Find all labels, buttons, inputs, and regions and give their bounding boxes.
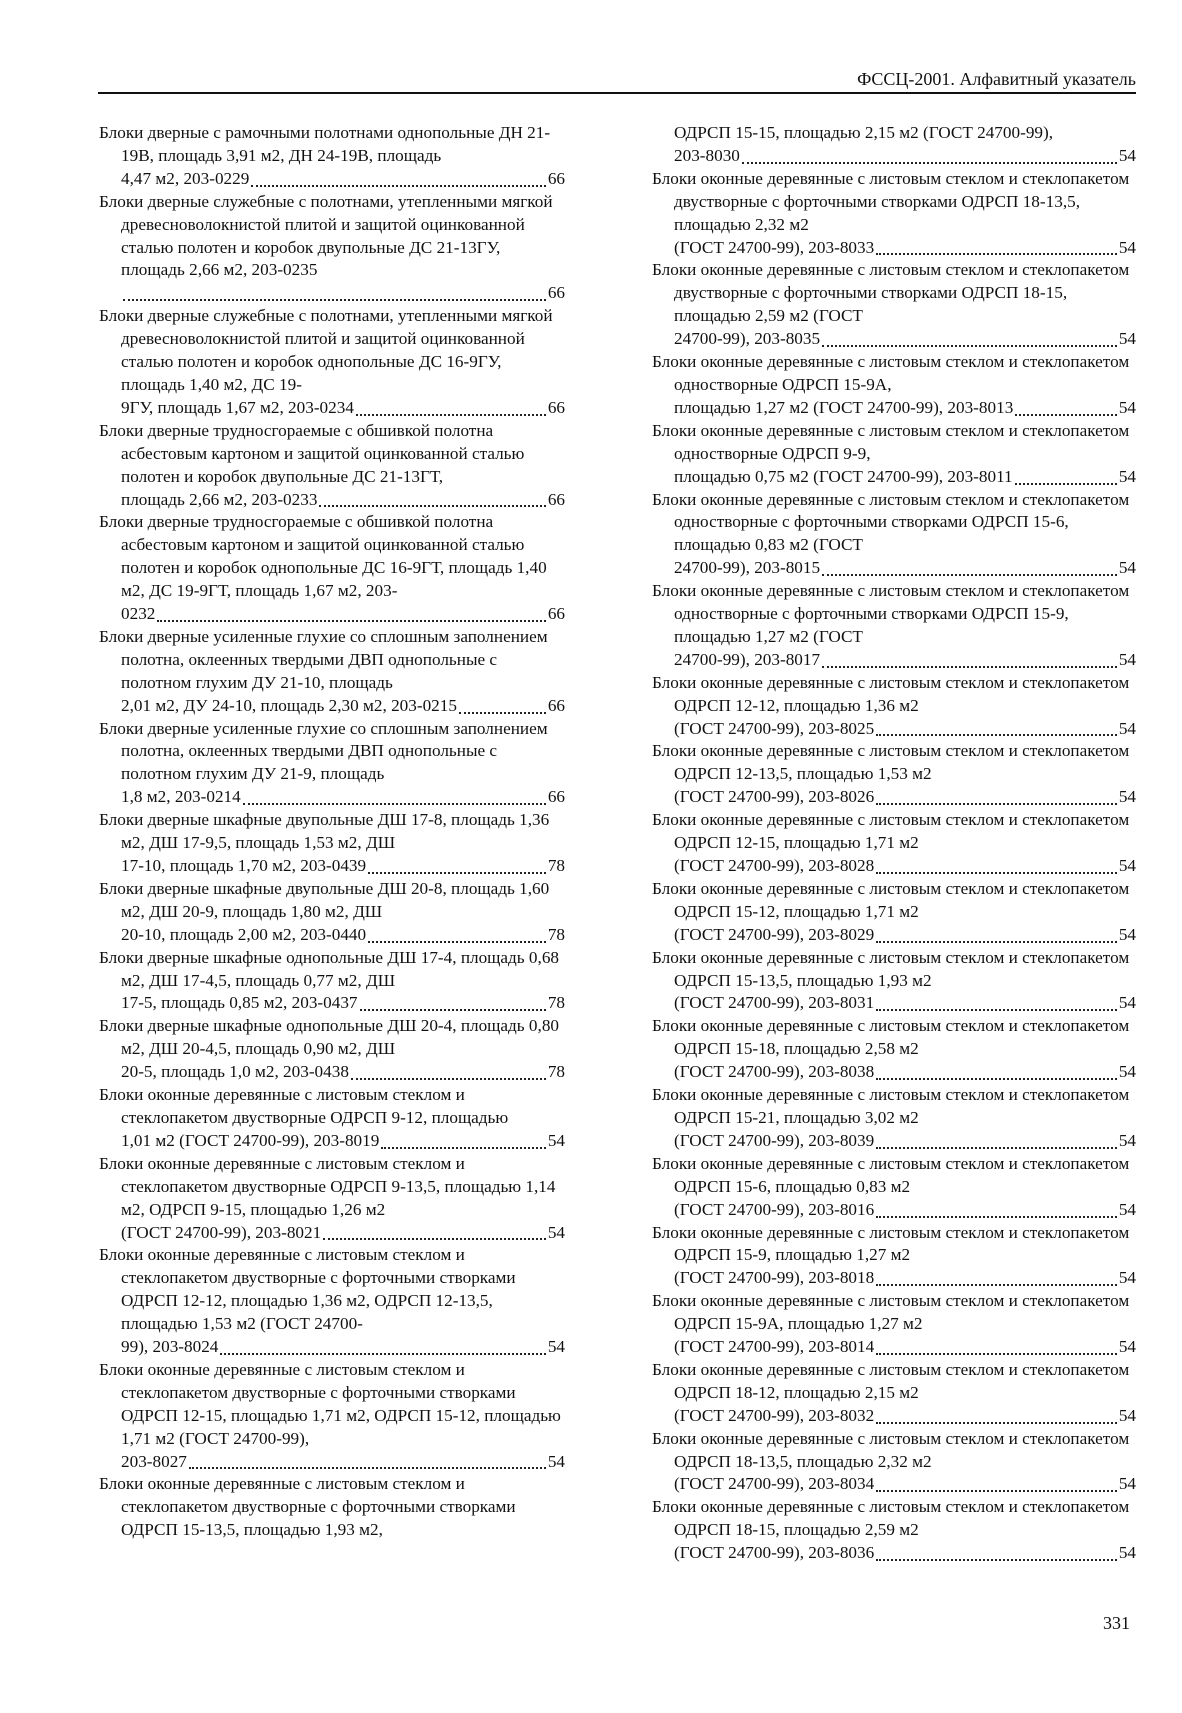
dot-leader xyxy=(319,504,545,507)
index-entry xyxy=(99,1473,565,1542)
entry-tail: 1,8 м2, 203-0214 xyxy=(121,787,241,807)
page-ref: 54 xyxy=(1118,856,1136,875)
dot-leader xyxy=(876,1077,1117,1080)
dot-leader xyxy=(822,665,1117,668)
entry-tail: 4,47 м2, 203-0229 xyxy=(121,168,250,188)
index-entry xyxy=(99,809,565,878)
page-ref: 66 xyxy=(547,695,565,715)
index-entry xyxy=(99,1153,565,1245)
page-ref: 54 xyxy=(547,1451,565,1471)
entry-tail: 203-8030 xyxy=(674,145,740,165)
page-ref: 54 xyxy=(1118,718,1136,738)
dot-leader xyxy=(1015,413,1117,416)
entry-text: Блоки оконные деревянные с листовым стеклом и стеклопакетом одностворные с форточными створками ОДРСП 15-6, площадью 0,83 м2 (ГОСТ xyxy=(652,489,1130,555)
page-ref: 54 xyxy=(1118,1199,1136,1219)
dot-leader xyxy=(323,1237,546,1240)
dot-leader xyxy=(822,573,1117,576)
entry-text: Блоки оконные деревянные с листовым стеклом и стеклопакетом двустворные с форточными створками ОДРСП 15-13,5, площадью 1,93 м2, xyxy=(99,1474,516,1540)
index-column-right xyxy=(652,122,1136,1565)
entry-tail: (ГОСТ 24700-99), 203-8014 xyxy=(674,1337,875,1357)
page-ref: 54 xyxy=(547,1130,565,1150)
page-number: 331 xyxy=(1103,1613,1130,1633)
page-ref: 54 xyxy=(1118,145,1136,165)
index-entry xyxy=(652,878,1136,947)
page-ref: 54 xyxy=(547,1222,565,1242)
entry-text: Блоки оконные деревянные с листовым стеклом и стеклопакетом ОДРСП 15-21, площадью 3,02 м2 xyxy=(652,1085,1130,1127)
entry-tail: (ГОСТ 24700-99), 203-8038 xyxy=(674,1062,875,1082)
index-entry xyxy=(652,489,1136,581)
entry-tail: 203-8027 xyxy=(121,1451,187,1471)
entry-text: Блоки оконные деревянные с листовым стеклом и стеклопакетом ОДРСП 12-15, площадью 1,71 м2 xyxy=(652,810,1130,853)
entry-text: Блоки оконные деревянные с листовым стеклом и стеклопакетом ОДРСП 15-12, площадью 1,71 м2 xyxy=(652,878,1130,921)
page-ref: 54 xyxy=(547,1337,565,1357)
page-ref: 54 xyxy=(1118,649,1136,669)
entry-text: Блоки дверные с рамочными полотнами однопольные ДН 21-19В, площадь 3,91 м2, ДН 24-19В, площадь xyxy=(99,123,551,165)
entry-tail: 17-5, площадь 0,85 м2, 203-0437 xyxy=(121,993,358,1013)
entry-text: Блоки оконные деревянные с листовым стеклом и стеклопакетом одностворные с форточными створками ОДРСП 15-9, площадью 1,27 м2 (ГОСТ xyxy=(652,581,1130,646)
dot-leader xyxy=(243,802,546,805)
dot-leader xyxy=(123,298,546,301)
entry-tail: (ГОСТ 24700-99), 203-8034 xyxy=(674,1474,875,1494)
dot-leader xyxy=(381,1146,545,1149)
page-ref: 54 xyxy=(1118,558,1136,578)
index-entry xyxy=(652,809,1136,878)
index-entry xyxy=(99,511,565,626)
index-column-left xyxy=(99,122,565,1542)
entry-text: Блоки оконные деревянные с листовым стеклом и стеклопакетом ОДРСП 15-9А, площадью 1,27 м2 xyxy=(652,1291,1130,1334)
entry-text: Блоки оконные деревянные с листовым стеклом и стеклопакетом ОДРСП 15-6, площадью 0,83 м2 xyxy=(652,1153,1130,1196)
page-ref: 54 xyxy=(1118,787,1136,807)
dot-leader xyxy=(876,1489,1117,1492)
page-ref: 66 xyxy=(547,489,565,509)
entry-tail: площадью 0,75 м2 (ГОСТ 24700-99), 203-8011 xyxy=(674,466,1013,486)
entry-text: Блоки дверные шкафные однопольные ДШ 20-4, площадь 0,80 м2, ДШ 20-4,5, площадь 0,90 м2, ДШ xyxy=(99,1016,560,1059)
page-ref: 54 xyxy=(1118,1130,1136,1150)
entry-text: Блоки оконные деревянные с листовым стеклом и стеклопакетом двустворные с форточными створками ОДРСП 12-15, площадью 1,71 м2, ОДРСП 15-12, площадью 1,71 м2 (ГОСТ 24700-99), xyxy=(99,1359,561,1448)
dot-leader xyxy=(189,1466,546,1469)
entry-text: Блоки оконные деревянные с листовым стеклом и стеклопакетом ОДРСП 18-15, площадью 2,59 м2 xyxy=(652,1497,1130,1540)
entry-tail: 99), 203-8024 xyxy=(121,1337,219,1357)
index-entry xyxy=(99,1084,565,1153)
page-ref: 54 xyxy=(1118,1268,1136,1288)
entry-tail: 17-10, площадь 1,70 м2, 203-0439 xyxy=(121,856,367,875)
page-ref: 54 xyxy=(1118,1062,1136,1082)
dot-leader xyxy=(876,1558,1117,1561)
page-ref: 54 xyxy=(1118,1337,1136,1357)
entry-tail: 24700-99), 203-8015 xyxy=(674,558,821,578)
index-entry xyxy=(652,947,1136,1016)
entry-text: Блоки дверные служебные с полотнами, утепленными мягкой древесноволокнистой плитой и защитой оцинкованной сталью полотен и коробок однопольные ДС 16-9ГУ, площадь 1,40 м2, ДС 19- xyxy=(99,306,553,394)
entry-tail: (ГОСТ 24700-99), 203-8016 xyxy=(674,1199,875,1219)
index-entry xyxy=(652,420,1136,489)
entry-tail: (ГОСТ 24700-99), 203-8021 xyxy=(121,1222,322,1242)
index-entry xyxy=(652,1153,1136,1222)
index-entry xyxy=(99,1244,565,1359)
entry-text: Блоки оконные деревянные с листовым стеклом и стеклопакетом ОДРСП 15-18, площадью 2,58 м2 xyxy=(652,1016,1130,1059)
index-entry xyxy=(652,259,1136,351)
entry-tail: площадь 2,66 м2, 203-0233 xyxy=(121,489,318,509)
index-entry xyxy=(652,1290,1136,1359)
page-ref: 54 xyxy=(1118,1474,1136,1494)
page-ref: 54 xyxy=(1118,1405,1136,1425)
dot-leader xyxy=(822,344,1117,347)
entry-tail: 20-5, площадь 1,0 м2, 203-0438 xyxy=(121,1062,349,1082)
entry-text: Блоки дверные служебные с полотнами, утепленными мягкой древесноволокнистой плитой и защитой оцинкованной сталью полотен и коробок двупольные ДС 21-13ГУ, площадь 2,66 м2, 203-0235 xyxy=(99,191,553,280)
dot-leader xyxy=(876,940,1117,943)
page-ref: 54 xyxy=(1118,237,1136,257)
dot-leader xyxy=(876,802,1117,805)
entry-text: Блоки дверные усиленные глухие со сплошным заполнением полотна, оклеенных твердыми ДВП однопольные с полотном глухим ДУ 21-10, площадь xyxy=(99,626,548,692)
dot-leader xyxy=(459,711,546,714)
entry-text: Блоки оконные деревянные с листовым стеклом и стеклопакетом двустворные с форточными створками ОДРСП 18-15, площадью 2,59 м2 (ГОСТ xyxy=(652,260,1130,326)
header-title: ФССЦ-2001. Алфавитный указатель xyxy=(857,69,1136,89)
dot-leader xyxy=(876,1421,1117,1424)
page-ref: 54 xyxy=(1118,924,1136,944)
index-entry xyxy=(652,580,1136,672)
index-entry xyxy=(652,1015,1136,1084)
page-header xyxy=(98,68,1136,94)
entry-tail: 24700-99), 203-8017 xyxy=(674,649,821,669)
entry-tail: (ГОСТ 24700-99), 203-8029 xyxy=(674,924,875,944)
page-ref: 54 xyxy=(1118,1543,1136,1563)
page-ref: 54 xyxy=(1118,466,1136,486)
index-entry xyxy=(652,168,1136,260)
dot-leader xyxy=(876,1008,1117,1011)
dot-leader xyxy=(876,1146,1117,1149)
entry-tail: (ГОСТ 24700-99), 203-8032 xyxy=(674,1405,875,1425)
entry-text: Блоки оконные деревянные с листовым стеклом и стеклопакетом двустворные ОДРСП 9-12, площадью xyxy=(99,1085,509,1127)
index-entry xyxy=(99,626,565,718)
dot-leader xyxy=(157,619,545,622)
entry-tail: площадью 1,27 м2 (ГОСТ 24700-99), 203-8013 xyxy=(674,397,1014,417)
page-ref: 66 xyxy=(547,397,565,417)
page-ref: 78 xyxy=(547,856,565,875)
index-entry xyxy=(652,672,1136,741)
index-entry xyxy=(652,1222,1136,1291)
index-entry xyxy=(652,740,1136,809)
entry-tail: (ГОСТ 24700-99), 203-8025 xyxy=(674,718,875,738)
index-entry xyxy=(99,420,565,512)
entry-text: Блоки дверные шкафные двупольные ДШ 17-8, площадь 1,36 м2, ДШ 17-9,5, площадь 1,53 м2, ДШ xyxy=(99,810,550,853)
page-ref: 78 xyxy=(547,993,565,1013)
page-ref: 66 xyxy=(547,168,565,188)
entry-text: Блоки дверные трудносгораемые с обшивкой полотна асбестовым картоном и защитой оцинкованной сталью полотен и коробок однопольные ДС 16-9ГТ, площадь 1,40 м2, ДС 19-9ГТ, площадь 1,67 м2, 203- xyxy=(99,512,547,601)
dot-leader xyxy=(351,1077,546,1080)
entry-text: Блоки оконные деревянные с листовым стеклом и стеклопакетом ОДРСП 15-13,5, площадью 1,93 м2 xyxy=(652,947,1130,990)
dot-leader xyxy=(1015,482,1117,485)
entry-text: Блоки дверные шкафные однопольные ДШ 17-4, площадь 0,68 м2, ДШ 17-4,5, площадь 0,77 м2, ДШ xyxy=(99,947,560,990)
index-entry xyxy=(99,947,565,1016)
dot-leader xyxy=(220,1352,545,1355)
page-ref: 78 xyxy=(547,1062,565,1082)
entry-text: Блоки оконные деревянные с листовым стеклом и стеклопакетом двустворные ОДРСП 9-13,5, площадью 1,14 м2, ОДРСП 9-15, площадью 1,26 м2 xyxy=(99,1153,556,1219)
dot-leader xyxy=(356,413,546,416)
entry-text: ОДРСП 15-15, площадью 2,15 м2 (ГОСТ 24700-99), xyxy=(674,123,1054,142)
entry-text: Блоки дверные усиленные глухие со сплошным заполнением полотна, оклеенных твердыми ДВП однопольные с полотном глухим ДУ 21-9, площадь xyxy=(99,718,548,784)
entry-tail: 1,01 м2 (ГОСТ 24700-99), 203-8019 xyxy=(121,1130,380,1150)
entry-tail: (ГОСТ 24700-99), 203-8036 xyxy=(674,1543,875,1563)
index-entry xyxy=(652,1496,1136,1565)
page-ref: 54 xyxy=(1118,993,1136,1013)
index-entry xyxy=(99,1015,565,1084)
entry-tail: (ГОСТ 24700-99), 203-8028 xyxy=(674,856,875,875)
entry-tail: 2,01 м2, ДУ 24-10, площадь 2,30 м2, 203-0215 xyxy=(121,695,457,715)
page-ref: 78 xyxy=(547,924,565,944)
dot-leader xyxy=(368,940,546,943)
entry-tail: (ГОСТ 24700-99), 203-8026 xyxy=(674,787,875,807)
page-ref: 54 xyxy=(1118,397,1136,417)
entry-tail: 20-10, площадь 2,00 м2, 203-0440 xyxy=(121,924,367,944)
entry-tail: 0232 xyxy=(121,604,156,624)
dot-leader xyxy=(360,1008,546,1011)
entry-tail: (ГОСТ 24700-99), 203-8033 xyxy=(674,237,875,257)
entry-tail: 24700-99), 203-8035 xyxy=(674,329,821,349)
dot-leader xyxy=(876,733,1117,736)
entry-text: Блоки оконные деревянные с листовым стеклом и стеклопакетом одностворные ОДРСП 15-9А, xyxy=(652,352,1130,394)
dot-leader xyxy=(876,252,1117,255)
entry-text: Блоки оконные деревянные с листовым стеклом и стеклопакетом ОДРСП 12-12, площадью 1,36 м2 xyxy=(652,672,1130,715)
entry-text: Блоки оконные деревянные с листовым стеклом и стеклопакетом ОДРСП 18-12, площадью 2,15 м2 xyxy=(652,1359,1130,1402)
dot-leader xyxy=(742,161,1117,164)
page-ref: 66 xyxy=(547,604,565,624)
entry-text: Блоки дверные шкафные двупольные ДШ 20-8, площадь 1,60 м2, ДШ 20-9, площадь 1,80 м2, ДШ xyxy=(99,878,550,921)
entry-text: Блоки оконные деревянные с листовым стеклом и стеклопакетом двустворные с форточными створками ОДРСП 12-12, площадью 1,36 м2, ОДРСП 12-13,5, площадью 1,53 м2 (ГОСТ 24700- xyxy=(99,1245,516,1334)
dot-leader xyxy=(876,1283,1117,1286)
dot-leader xyxy=(876,871,1117,874)
dot-leader xyxy=(876,1215,1117,1218)
entry-tail: (ГОСТ 24700-99), 203-8039 xyxy=(674,1130,875,1150)
entry-text: Блоки дверные трудносгораемые с обшивкой полотна асбестовым картоном и защитой оцинкованной сталью полотен и коробок двупольные ДС 21-13ГТ, xyxy=(99,420,525,486)
entry-tail: 9ГУ, площадь 1,67 м2, 203-0234 xyxy=(121,397,354,417)
index-entry xyxy=(652,122,1136,168)
index-entry xyxy=(652,1084,1136,1153)
page-ref: 66 xyxy=(547,283,565,303)
page-ref: 66 xyxy=(547,787,565,807)
index-entry xyxy=(99,718,565,810)
entry-tail: (ГОСТ 24700-99), 203-8018 xyxy=(674,1268,875,1288)
entry-text: Блоки оконные деревянные с листовым стеклом и стеклопакетом ОДРСП 12-13,5, площадью 1,53 м2 xyxy=(652,741,1130,784)
index-entry xyxy=(652,351,1136,420)
entry-text: Блоки оконные деревянные с листовым стеклом и стеклопакетом двустворные с форточными створками ОДРСП 18-13,5, площадью 2,32 м2 xyxy=(652,168,1130,234)
index-entry xyxy=(99,305,565,420)
index-entry xyxy=(652,1428,1136,1497)
entry-text: Блоки оконные деревянные с листовым стеклом и стеклопакетом одностворные ОДРСП 9-9, xyxy=(652,420,1130,463)
entry-tail: (ГОСТ 24700-99), 203-8031 xyxy=(674,993,875,1013)
index-entry xyxy=(99,122,565,191)
index-entry xyxy=(99,878,565,947)
index-entry xyxy=(99,1359,565,1474)
entry-text: Блоки оконные деревянные с листовым стеклом и стеклопакетом ОДРСП 18-13,5, площадью 2,32 м2 xyxy=(652,1428,1130,1471)
dot-leader xyxy=(368,871,546,874)
dot-leader xyxy=(251,184,545,187)
index-entry xyxy=(652,1359,1136,1428)
index-entry xyxy=(99,191,565,306)
entry-text: Блоки оконные деревянные с листовым стеклом и стеклопакетом ОДРСП 15-9, площадью 1,27 м2 xyxy=(652,1222,1130,1265)
page-ref: 54 xyxy=(1118,329,1136,349)
dot-leader xyxy=(876,1352,1117,1355)
